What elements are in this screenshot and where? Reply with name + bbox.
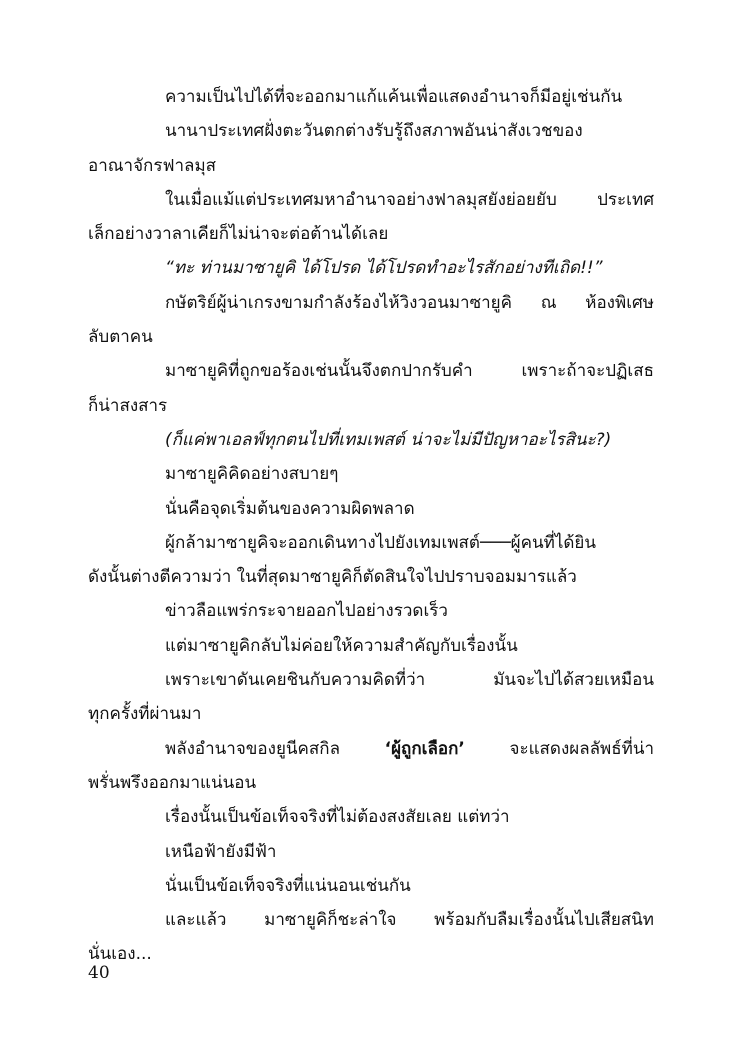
text-line: แต่มาซายูคิกลับไม่ค่อยให้ความสำคัญกับเรื่องนั้น (165, 635, 518, 656)
text-line: กษัตริย์ผู้น่าเกรงขามกำลังร้องไห้วิงวอนมาซายูคิ ณ ห้องพิเศษ (165, 292, 654, 313)
text-line (88, 732, 654, 766)
text-line: เหนือฟ้ายังมีฟ้า (165, 841, 277, 862)
text-line: พรั่นพรึงออกมาแน่นอน (88, 772, 257, 793)
text-line: เรื่องนั้นเป็นข้อเท็จจริงที่ไม่ต้องสงสัยเลย แต่ทว่า (165, 807, 510, 828)
text-line: เล็กอย่างวาลาเคียก็ไม่น่าจะต่อต้านได้เลย (88, 224, 389, 245)
skill-name: ‘ผู้ถูกเลือก’ (384, 738, 465, 759)
text-line: ทุกครั้งที่ผ่านมา (88, 704, 202, 725)
text-line: ในเมื่อแม้แต่ประเทศมหาอำนาจอย่างฟาลมุสยังย่อยยับ ประเทศ (165, 189, 654, 210)
text-line: นั่นเอง... (88, 944, 152, 965)
page-number: 40 (88, 963, 110, 983)
text-line: อาณาจักรฟาลมุส (88, 155, 217, 176)
text-segment: จะแสดงผลลัพธ์ที่น่า (464, 738, 654, 759)
text-line: ข่าวลือแพร่กระจายออกไปอย่างรวดเร็ว (165, 601, 448, 622)
text-line: มาซายูคิที่ถูกขอร้องเช่นนั้นจึงตกปากรับคำ เพราะถ้าจะปฏิเสธ (165, 361, 654, 382)
text-line: ก็น่าสงสาร (88, 395, 168, 416)
page-body (88, 80, 654, 972)
text-segment: พลังอำนาจของยูนีคสกิล (165, 738, 385, 759)
thought-line: (ก็แค่พาเอลฟ์ทุกตนไปที่เทมเพสต์ น่าจะไม่มีปัญหาอะไรสินะ?) (165, 429, 612, 450)
text-line: ดังนั้นต่างตีความว่า ในที่สุดมาซายูคิก็ตัดสินใจไปปราบจอมมารแล้ว (88, 567, 577, 588)
text-line: เพราะเขาดันเคยชินกับความคิดที่ว่า มันจะไปได้สวยเหมือน (165, 670, 654, 691)
text-line: นั่นคือจุดเริ่มต้นของความผิดพลาด (165, 498, 415, 519)
text-line: ความเป็นไปได้ที่จะออกมาแก้แค้นเพื่อแสดงอำนาจก็มีอยู่เช่นกัน (165, 87, 623, 107)
dialogue-line: “ทะ ท่านมาซายูคิ ได้โปรด ได้โปรดทำอะไรสักอย่างทีเถิด!!” (165, 258, 603, 279)
text-line: และแล้ว มาซายูคิก็ชะล่าใจ พร้อมกับลืมเรื่องนั้นไปเสียสนิท (165, 910, 654, 931)
text-line: ลับตาคน (88, 327, 153, 348)
text-line: ผู้กล้ามาซายูคิจะออกเดินทางไปยังเทมเพสต์───ผู้คนที่ได้ยิน (165, 532, 597, 553)
text-line: นั่นเป็นข้อเท็จจริงที่แน่นอนเช่นกัน (165, 875, 411, 896)
text-line: นานาประเทศฝั่งตะวันตกต่างรับรู้ถึงสภาพอันน่าสังเวชของ (165, 121, 583, 142)
text-line: มาซายูคิคิดอย่างสบายๆ (165, 464, 339, 485)
